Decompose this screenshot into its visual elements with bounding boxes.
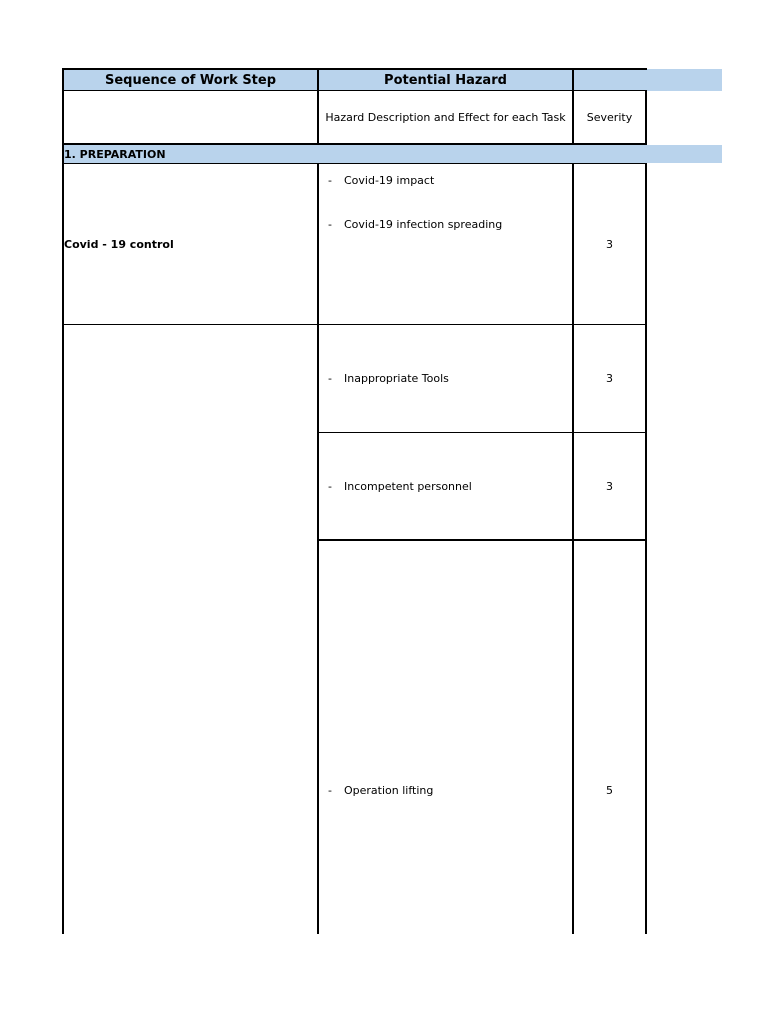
hazard-item — [328, 784, 568, 797]
bullet-dash: - — [328, 174, 332, 187]
grid-line — [318, 432, 647, 433]
subheader-description: Hazard Description and Effect for each Task — [325, 111, 566, 124]
hazard-item — [328, 174, 568, 187]
grid-line — [62, 68, 64, 934]
severity-value: 3 — [606, 237, 613, 251]
grid-line — [645, 90, 647, 144]
severity-value: 5 — [606, 783, 613, 797]
grid-line — [572, 163, 574, 934]
grid-line — [317, 68, 319, 91]
grid-line — [318, 539, 647, 541]
grid-line — [63, 163, 647, 164]
subheader-severity: Severity — [586, 111, 633, 124]
grid-line — [317, 90, 319, 144]
grid-line — [572, 68, 574, 144]
hazard-text: Operation lifting — [344, 784, 434, 797]
hazard-text: Incompetent personnel — [344, 480, 472, 493]
severity-value: 3 — [606, 372, 613, 385]
grid-line — [63, 324, 647, 325]
hazard-item — [328, 325, 568, 432]
column-header-step: Sequence of Work Step — [104, 72, 277, 88]
grid-line — [63, 143, 647, 145]
severity-value: 3 — [606, 480, 613, 493]
hazard-item — [328, 218, 568, 231]
grid-line — [645, 163, 647, 934]
hazard-text: Covid-19 impact — [344, 174, 435, 187]
column-header-hazard: Potential Hazard — [384, 72, 507, 88]
hazard-item — [328, 433, 568, 540]
section-title: 1. PREPARATION — [64, 147, 166, 161]
bullet-dash: - — [328, 372, 332, 385]
grid-line — [63, 68, 647, 70]
bullet-dash: - — [328, 480, 332, 493]
grid-line — [63, 90, 647, 91]
grid-line — [317, 163, 319, 934]
hazard-text: Inappropriate Tools — [344, 372, 449, 385]
bullet-dash: - — [328, 784, 332, 797]
bullet-dash: - — [328, 218, 332, 231]
hazard-text: Covid-19 infection spreading — [344, 218, 503, 231]
table-row-step: Covid - 19 control — [64, 237, 174, 251]
